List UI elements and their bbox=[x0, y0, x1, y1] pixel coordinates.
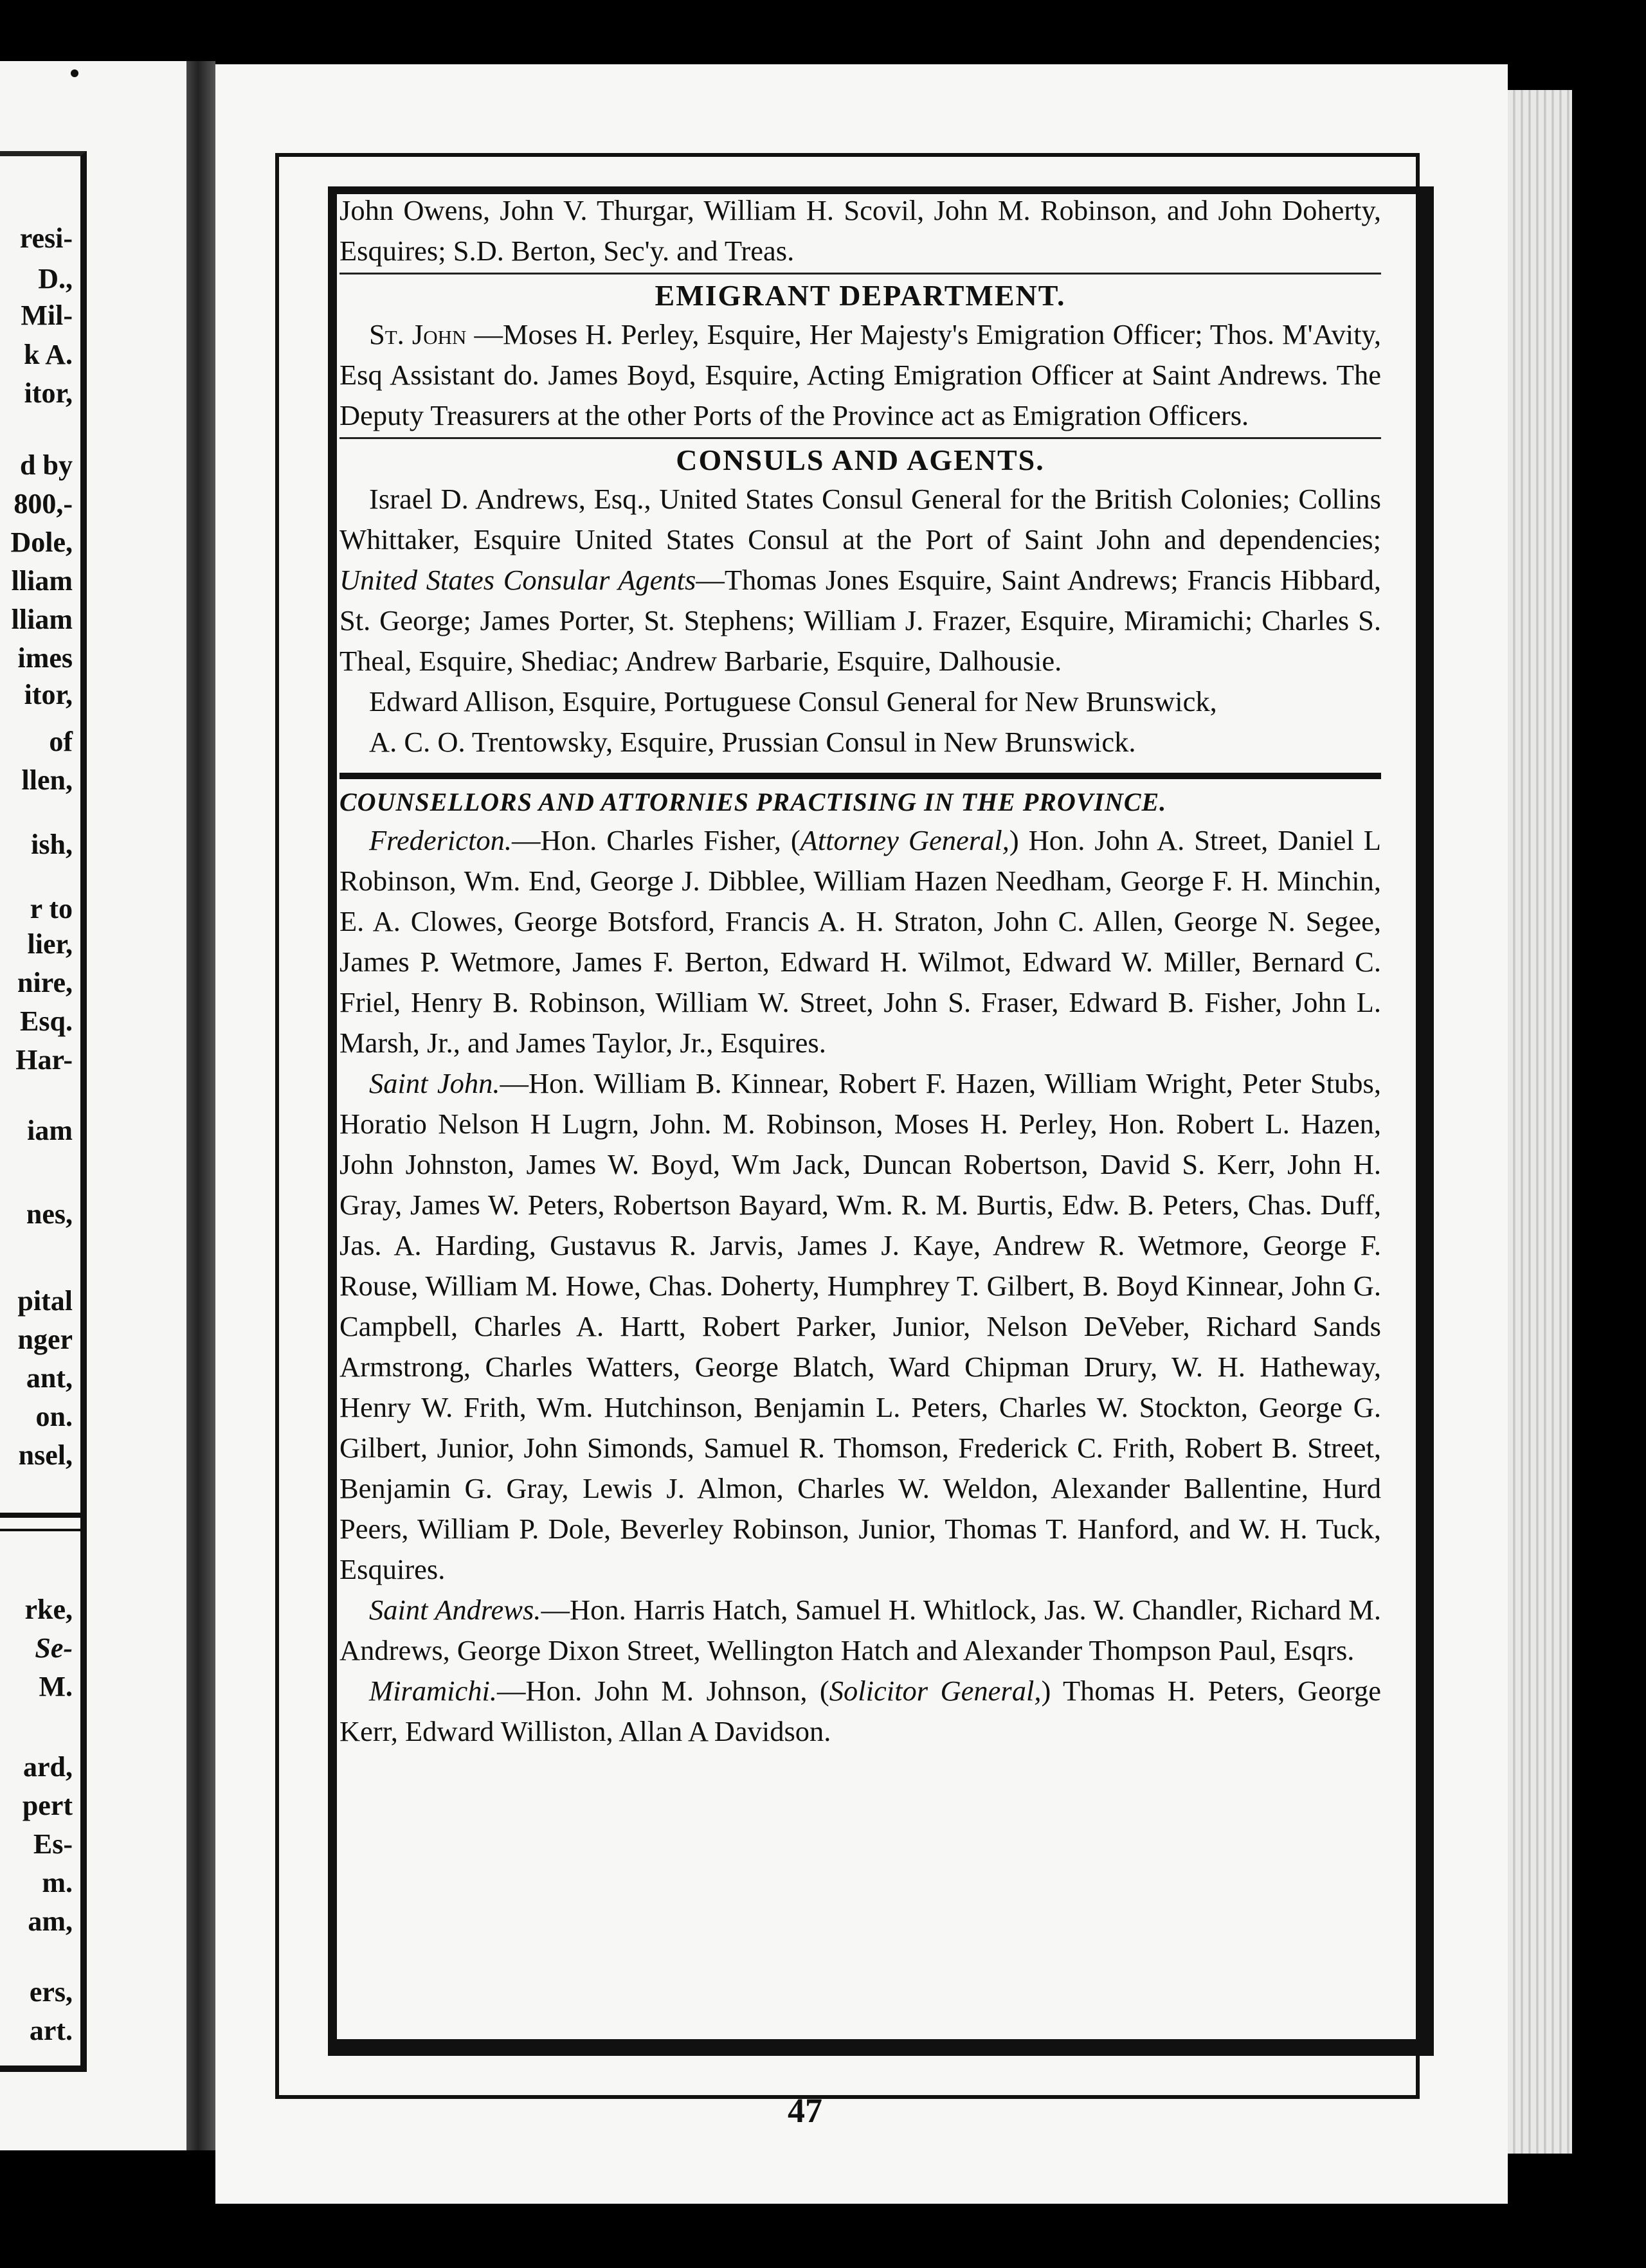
fragment-text: 800,- bbox=[14, 488, 73, 519]
fragment-text: of bbox=[49, 726, 73, 757]
fragment-text: lliam bbox=[11, 604, 73, 635]
fragment-text: on. bbox=[35, 1401, 73, 1432]
consuls-text-b: —Thomas Jones Esquire, Saint Andrews; Francis Hibbard, St. George; James Porter, St. Stephens; William J. Frazer, Esquire, Miramichi; Charles S. Theal, Esquire, Shediac; Andrew Barbarie, Esquire, Dalhousie. bbox=[339, 564, 1381, 677]
fragment-text: nes, bbox=[26, 1198, 73, 1230]
page-number: 47 bbox=[788, 2091, 822, 2130]
fragment-text: itor, bbox=[24, 679, 73, 710]
fragment-text: rke, bbox=[24, 1594, 73, 1625]
portuguese-consul-paragraph: Edward Allison, Esquire, Portuguese Consul General for New Brunswick, bbox=[369, 685, 1217, 717]
attorney-general-label: Attorney General, bbox=[800, 824, 1009, 856]
miramichi-paragraph bbox=[339, 1671, 1381, 1752]
fragment-text: resi- bbox=[19, 222, 73, 254]
fragment-text: pital bbox=[17, 1285, 73, 1317]
page-edges bbox=[1508, 90, 1572, 2154]
saint-andrews-label: Saint Andrews. bbox=[369, 1594, 541, 1626]
emigrant-paragraph bbox=[339, 314, 1381, 436]
fragment-text: Mil- bbox=[21, 300, 73, 331]
saint-john-paragraph bbox=[339, 1063, 1381, 1590]
fredericton-text-a: —Hon. Charles Fisher, ( bbox=[512, 824, 800, 856]
fragment-text: lliam bbox=[11, 565, 73, 597]
fragment-text: M. bbox=[39, 1671, 73, 1702]
fragment-text: ant, bbox=[26, 1362, 73, 1394]
horizontal-rule bbox=[0, 1513, 80, 1518]
miramichi-text-a: —Hon. John M. Johnson, ( bbox=[497, 1675, 829, 1707]
fragment-text: r to bbox=[30, 893, 73, 924]
miramichi-label: Miramichi. bbox=[369, 1675, 497, 1707]
consuls-paragraph bbox=[339, 479, 1381, 681]
emigrant-text: —Moses H. Perley, Esquire, Her Majesty's Emigration Officer; Thos. M'Avity, Esq Assistant do. James Boyd, Esquire, Acting Emigration Officer at Saint Andrews. The Deputy Treasurers at the other Ports of the Province act as Emigration Officers. bbox=[339, 318, 1381, 431]
fredericton-paragraph bbox=[339, 820, 1381, 1063]
fragment-text: d by bbox=[20, 449, 73, 481]
saint-andrews-text: —Hon. Harris Hatch, Samuel H. Whitlock, Jas. W. Chandler, Richard M. Andrews, George Dixon Street, Wellington Hatch and Alexander Thompson Paul, Esqrs. bbox=[339, 1594, 1381, 1666]
fragment-text: D., bbox=[38, 263, 73, 294]
fragment-text: pert bbox=[22, 1790, 73, 1821]
fragment-text: Se- bbox=[35, 1632, 73, 1664]
fragment-text: art. bbox=[29, 2015, 73, 2046]
fragment-text: Esq. bbox=[20, 1005, 73, 1037]
fragment-text: ers, bbox=[29, 1976, 73, 2008]
thick-rule bbox=[339, 773, 1381, 779]
solicitor-general-label: Solicitor General, bbox=[829, 1675, 1042, 1707]
fragment-text: ish, bbox=[31, 829, 73, 860]
counsellors-heading: COUNSELLORS AND ATTORNIES PRACTISING IN THE PROVINCE. bbox=[339, 788, 1167, 816]
saint-john-text: —Hon. William B. Kinnear, Robert F. Hazen, William Wright, Peter Stubs, Horatio Nelson H Lugrn, John. M. Robinson, Moses H. Perley, Hon. Robert L. Hazen, John Johnston, James W. Boyd, Wm Jack, Duncan Robertson, David S. Kerr, John H. Gray, James W. Peters, Robertson Bayard, Wm. R. M. Burtis, Edw. B. Peters, Chas. Duff, Jas. A. Harding, Gustavus R. Jarvis, James J. Kaye, Andrew R. Wetmore, George F. Rouse, William M. Howe, Chas. Doherty, Humphrey T. Gilbert, B. Boyd Kinnear, John G. Campbell, Charles A. Hartt, Robert Parker, Junior, Nelson DeVeber, Richard Sands Armstrong, Charles Watters, George Blatch, Ward Chipman Drury, W. H. Hatheway, Henry W. Frith, Wm. Hutchinson, Benjamin L. Peters, Charles W. Stockton, George G. Gilbert, Junior, John Simonds, Samuel R. Thomson, Frederick C. Frith, Robert B. Street, Benjamin G. Gray, Lewis J. Almon, Charles W. Weldon, Alexander Ballentine, Hurd Peers, William P. Dole, Beverley Robinson, Junior, Thomas T. Hanford, and W. H. Tuck, Esquires. bbox=[339, 1067, 1382, 1585]
fragment-text: nire, bbox=[17, 967, 73, 998]
consular-agents-label: United States Consular Agents bbox=[339, 564, 696, 596]
prussian-consul-paragraph: A. C. O. Trentowsky, Esquire, Prussian Consul in New Brunswick. bbox=[369, 726, 1136, 758]
fragment-text: imes bbox=[17, 642, 73, 674]
fragment-text: llen, bbox=[21, 764, 73, 796]
ink-dot bbox=[71, 69, 78, 77]
emigrant-lead: St. John bbox=[369, 318, 467, 350]
fragment-text: lier, bbox=[27, 928, 73, 960]
emigrant-heading: EMIGRANT DEPARTMENT. bbox=[655, 279, 1066, 312]
section-rule bbox=[339, 437, 1381, 439]
fragment-text: nsel, bbox=[18, 1439, 73, 1471]
fragment-text: itor, bbox=[24, 377, 73, 409]
fragment-text: m. bbox=[42, 1867, 73, 1898]
fragment-text: Dole, bbox=[10, 526, 73, 558]
page-content bbox=[339, 190, 1381, 1752]
fragment-text: nger bbox=[17, 1324, 73, 1355]
book-gutter bbox=[186, 61, 215, 2150]
fragment-text: Es- bbox=[33, 1828, 73, 1860]
fredericton-text-b: ) Hon. John A. Street, Daniel L Robinson, Wm. End, George J. Dibblee, William Hazen Needham, George F. H. Minchin, E. A. Clowes, George Botsford, Francis A. H. Straton, John C. Allen, George N. Segee, James P. Wetmore, James F. Berton, Edward H. Wilmot, Edward W. Miller, Bernard C. Friel, Henry B. Robinson, William W. Street, John S. Fraser, Edward B. Fisher, John L. Marsh, Jr., and James Taylor, Jr., Esquires. bbox=[339, 824, 1381, 1059]
fragment-text: iam bbox=[27, 1115, 73, 1146]
section-rule bbox=[339, 273, 1381, 274]
consuls-text-a: Israel D. Andrews, Esq., United States Consul General for the British Colonies; Collins Whittaker, Esquire United States Consul at the Port of Saint John and dependencies; bbox=[339, 483, 1381, 555]
saint-john-label: Saint John. bbox=[369, 1067, 500, 1099]
saint-andrews-paragraph bbox=[339, 1590, 1381, 1671]
top-paragraph: John Owens, John V. Thurgar, William H. Scovil, John M. Robinson, and John Doherty, Esquires; S.D. Berton, Sec'y. and Treas. bbox=[339, 194, 1381, 267]
consuls-heading: CONSULS AND AGENTS. bbox=[676, 444, 1045, 476]
fragment-text: am, bbox=[28, 1905, 73, 1937]
fredericton-label: Fredericton. bbox=[369, 824, 512, 856]
fragment-text: Har- bbox=[15, 1044, 73, 1076]
fragment-text: ard, bbox=[23, 1751, 73, 1783]
left-page-text-fragments bbox=[0, 151, 87, 2072]
horizontal-rule bbox=[0, 1529, 80, 1531]
fragment-text: k A. bbox=[24, 339, 73, 370]
miramichi-text-b: ) Thomas H. Peters, George Kerr, Edward Williston, Allan A Davidson. bbox=[339, 1675, 1382, 1747]
